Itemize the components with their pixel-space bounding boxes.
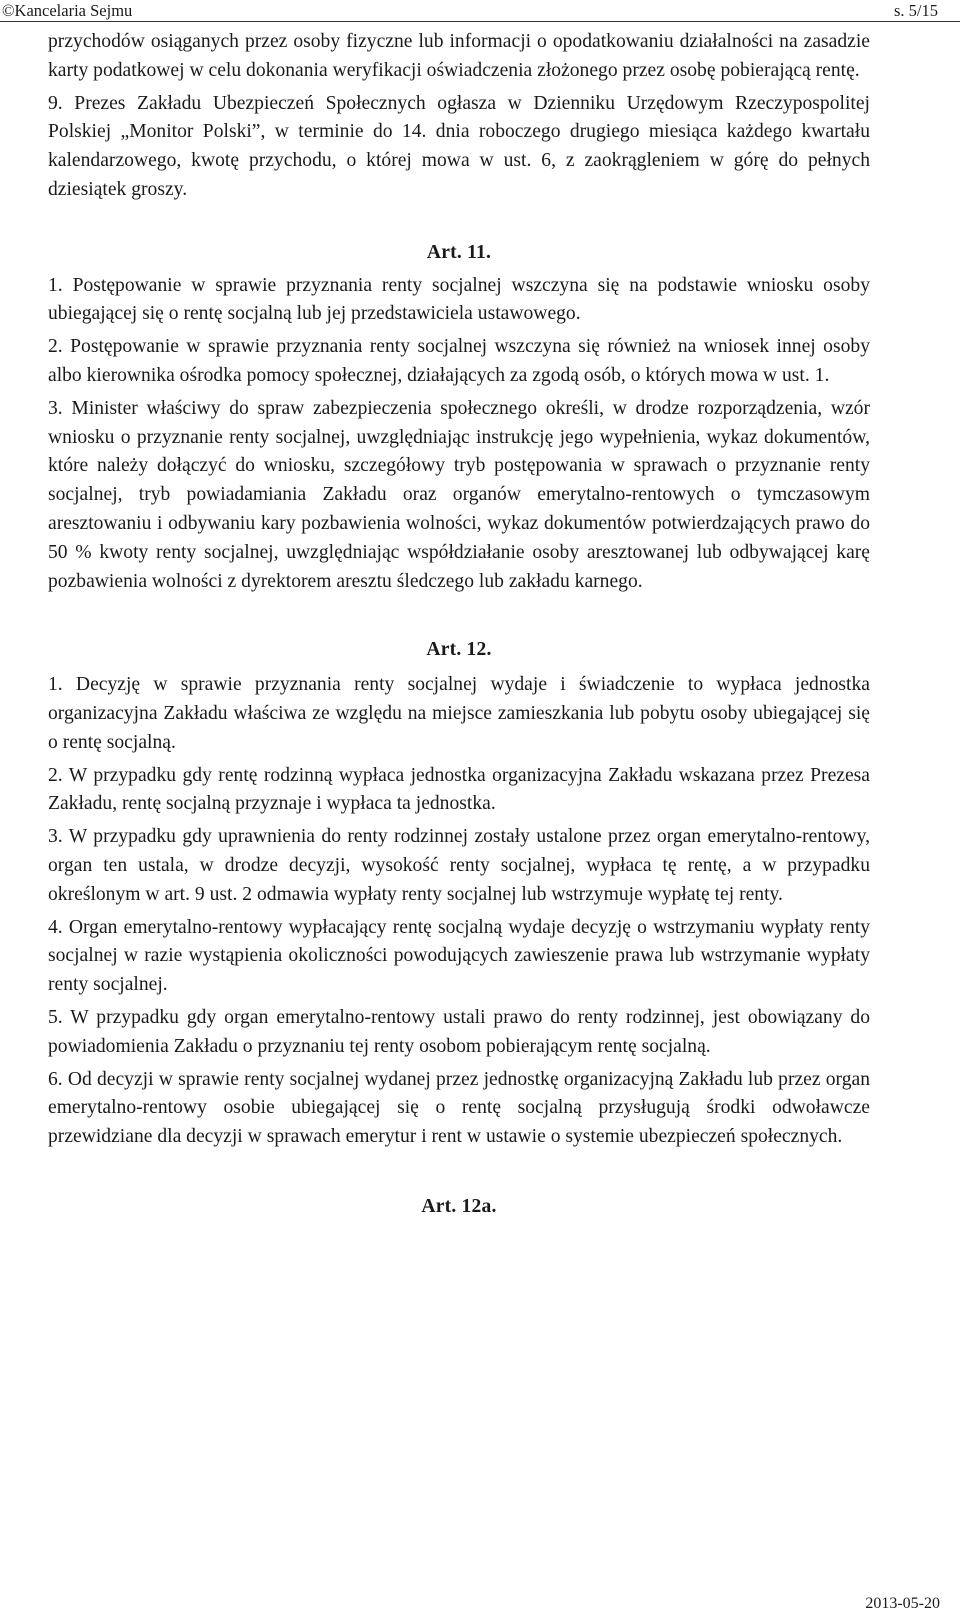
article-12-paragraph-5: 5. W przypadku gdy organ emerytalno-rentowy ustali prawo do renty rodzinnej, jest obowiązany do powiadomienia Zakładu o przyznaniu tej renty osobom pobierającym rentę socjalną. bbox=[48, 1006, 870, 1057]
article-12-paragraph-6: 6. Od decyzji w sprawie renty socjalnej wydanej przez jednostkę organizacyjną Zakładu lub przez organ emerytalno-rentowy osobie ubiegającej się o rentę socjalną przysługują środki odwoławcze przewidziane dla decyzji w sprawach emerytur i rent w ustawie o systemie ubezpieczeń społecznych. bbox=[48, 1068, 870, 1148]
document-body bbox=[48, 28, 870, 1222]
article-12-paragraph-1: 1. Decyzję w sprawie przyznania renty socjalnej wydaje i świadczenie to wypłaca jednostka organizacyjna Zakładu właściwa ze względu na miejsce zamieszkania lub pobytu osoby ubiegającej się o rentę socjalną. bbox=[48, 674, 870, 753]
article-11-paragraph-2: 2. Postępowanie w sprawie przyznania renty socjalnej wszczyna się również na wniosek innej osoby albo kierownika ośrodka pomocy społecznej, działających za zgodą osób, o których mowa w ust. 1. bbox=[48, 336, 870, 386]
article-12-paragraph-2: 2. W przypadku gdy rentę rodzinną wypłaca jednostka organizacyjna Zakładu wskazana przez Prezesa Zakładu, rentę socjalną przyznaje i wypłaca ta jednostka. bbox=[48, 764, 870, 815]
page-header bbox=[0, 0, 960, 22]
article-12-heading: Art. 12. bbox=[426, 639, 492, 661]
header-source: ©Kancelaria Sejmu bbox=[2, 1, 133, 20]
article-11-paragraph-3: 3. Minister właściwy do spraw zabezpieczenia społecznego określi, w drodze rozporządzenia, wzór wniosku o przyznanie renty socjalnej, uwzględniając instrukcję jego wypełnienia, wykaz dokumentów, które należy dołączyć do wniosku, szczegółowy tryb postępowania w sprawach o przyznanie renty socjalnej, tryb powiadamiania Zakładu oraz organów emerytalno-rentowych o tymczasowym aresztowaniu i odbywaniu kary pozbawienia wolności, wykaz dokumentów potwierdzających prawo do 50 % kwoty renty socjalnej, uwzględniając współdziałanie osoby aresztowanej lub odbywającej karę pozbawienia wolności z dyrektorem aresztu śledczego lub zakładu karnego. bbox=[48, 397, 870, 592]
item-9-paragraph: 9. Prezes Zakładu Ubezpieczeń Społecznych ogłasza w Dzienniku Urzędowym Rzeczypospolitej Polskiej „Monitor Polski”, w terminie do 14. dnia roboczego drugiego miesiąca każdego kwartału kalendarzowego, kwotę przychodu, o której mowa w ust. 6, z zaokrągleniem w górę do pełnych dziesiątek groszy. bbox=[48, 92, 870, 200]
article-12-paragraph-3: 3. W przypadku gdy uprawnienia do renty rodzinnej zostały ustalone przez organ emerytalno-rentowy, organ ten ustala, w drodze decyzji, wysokość renty socjalnej, wypłaca tę rentę, a w przypadku określonym w art. 9 ust. 2 odmawia wypłaty renty socjalnej lub wstrzymuje wypłatę tej renty. bbox=[48, 826, 870, 905]
footer-date: 2013-05-20 bbox=[865, 1595, 940, 1612]
header-page-number: s. 5/15 bbox=[893, 1, 938, 20]
article-11-heading: Art. 11. bbox=[426, 241, 492, 263]
continuation-paragraph: przychodów osiąganych przez osoby fizyczne lub informacji o opodatkowaniu działalności na zasadzie karty podatkowej w celu dokonania weryfikacji oświadczenia złożonego przez osobę pobierającą rentę. bbox=[48, 31, 870, 81]
article-11-paragraph-1: 1. Postępowanie w sprawie przyznania renty socjalnej wszczyna się na podstawie wniosku osoby ubiegającej się o rentę socjalną lub jej przedstawiciela ustawowego. bbox=[48, 274, 870, 325]
article-12a-heading: Art. 12a. bbox=[421, 1195, 497, 1217]
header-divider bbox=[0, 21, 960, 22]
article-12-paragraph-4: 4. Organ emerytalno-rentowy wypłacający rentę socjalną wydaje decyzję o wstrzymaniu wypłaty renty socjalnej w razie wystąpienia okoliczności powodujących zawieszenie prawa lub wstrzymanie wypłaty renty socjalnej. bbox=[48, 916, 870, 996]
